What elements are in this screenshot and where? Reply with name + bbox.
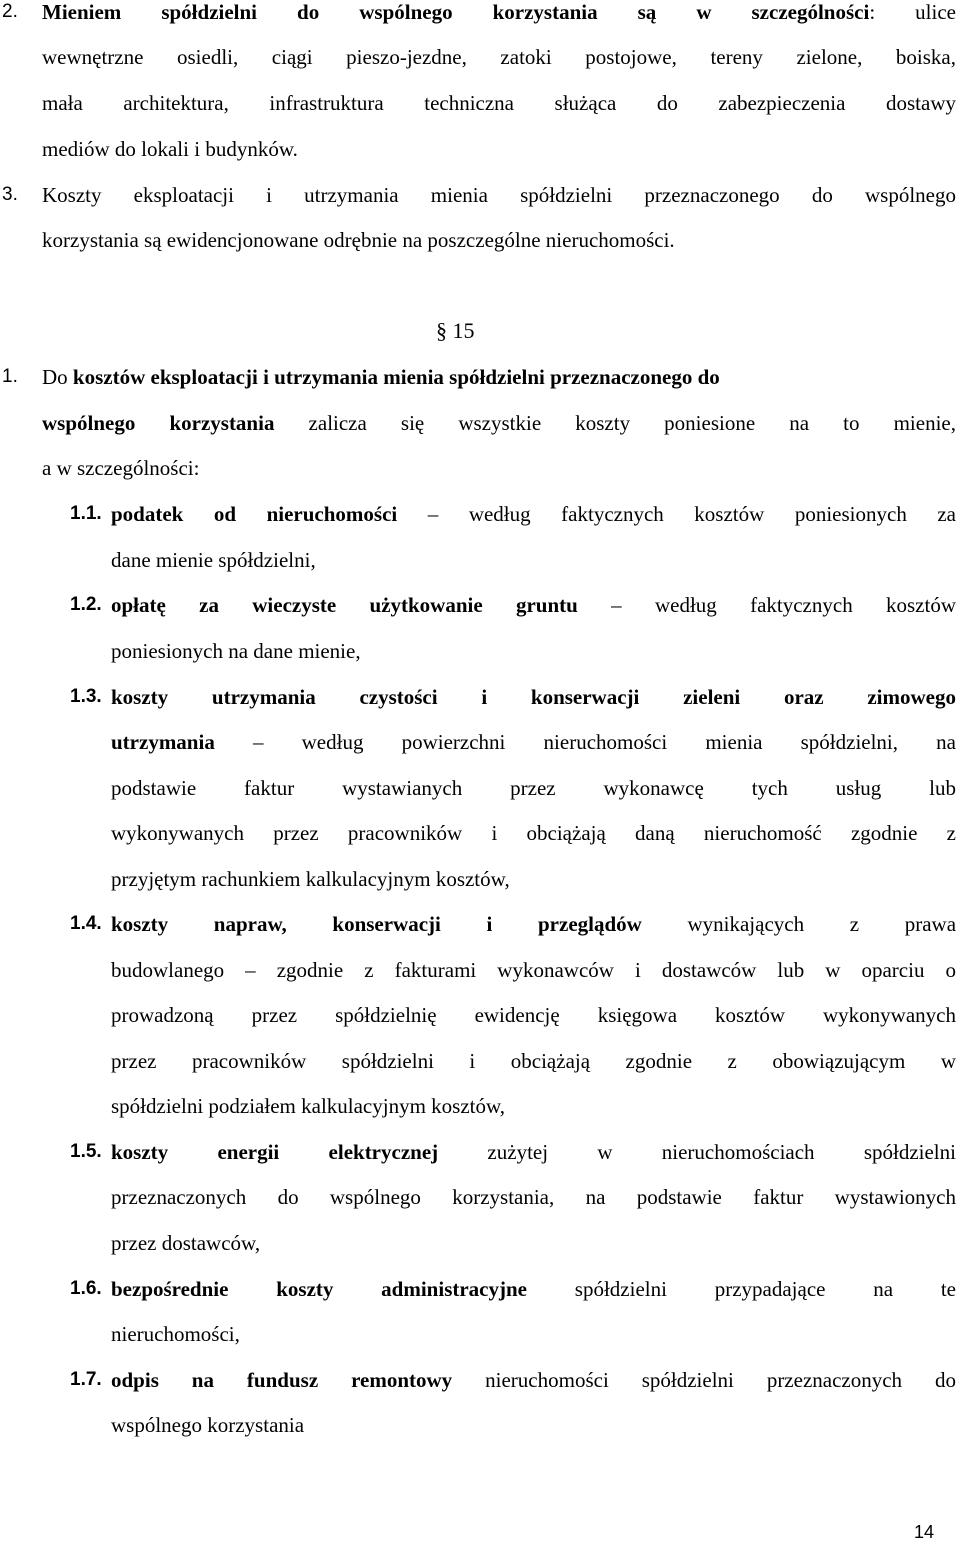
paragraph-line: spółdzielni podziałem kalkulacyjnym kosztów, [111, 1094, 506, 1118]
paragraph-line [111, 1140, 956, 1164]
paragraph-line: przez dostawców, [111, 1231, 261, 1255]
paragraph-line: korzystania są ewidencjonowane odrębnie na poszczególne nieruchomości. [42, 228, 675, 252]
text: : ulice [869, 0, 956, 24]
sublist-number: 1.6. [70, 1278, 102, 1299]
page-number: 14 [913, 1522, 934, 1542]
paragraph-line: dane mienie spółdzielni, [111, 548, 316, 572]
paragraph-line: mediów do lokali i budynków. [42, 137, 298, 161]
bold-phrase: opłatę za wieczyste użytkowanie gruntu [111, 593, 578, 617]
text: – według powierzchni nieruchomości mienia spółdzielni, na [252, 730, 956, 754]
text: zalicza się wszystkie koszty poniesione na to mienie, [308, 411, 956, 435]
sublist-number: 1.4. [70, 913, 102, 934]
paragraph-line: podstawie faktur wystawianych przez wykonawcę tych usług lub [111, 776, 956, 800]
sublist-number: 1.5. [70, 1141, 102, 1162]
paragraph-line [42, 365, 720, 389]
list-number: 3. [2, 184, 18, 205]
paragraph-line: przez pracowników spółdzielni i obciążają zgodnie z obowiązującym w [111, 1049, 956, 1073]
list-number: 1. [2, 366, 18, 387]
text: – według faktycznych kosztów [611, 593, 956, 617]
paragraph-line [111, 502, 956, 526]
bold-phrase: utrzymania [111, 730, 215, 754]
paragraph-line [111, 912, 956, 936]
paragraph-line: budowlanego – zgodnie z fakturami wykonawców i dostawców lub w oparciu o [111, 958, 956, 982]
paragraph-line: poniesionych na dane mienie, [111, 639, 361, 663]
bold-phrase: kosztów eksploatacji i utrzymania mienia spółdzielni przeznaczonego do [72, 365, 720, 389]
bold-phrase: koszty energii elektrycznej [111, 1140, 439, 1164]
paragraph-line: wewnętrzne osiedli, ciągi pieszo-jezdne, zatoki postojowe, tereny zielone, boiska, [42, 45, 956, 69]
paragraph-line [111, 1277, 956, 1301]
paragraph-line: przeznaczonych do wspólnego korzystania, na podstawie faktur wystawionych [111, 1185, 956, 1209]
sublist-number: 1.1. [70, 503, 102, 524]
text: zużytej w nieruchomościach spółdzielni [487, 1140, 956, 1164]
sublist-number: 1.3. [70, 686, 102, 707]
paragraph-line [111, 1368, 956, 1392]
paragraph-line: a w szczególności: [42, 456, 200, 480]
sublist-number: 1.7. [70, 1369, 102, 1390]
text: nieruchomości spółdzielni przeznaczonych do [485, 1368, 957, 1392]
paragraph-line [111, 730, 956, 754]
bold-phrase: bezpośrednie koszty administracyjne [111, 1277, 527, 1301]
paragraph-line: Koszty eksploatacji i utrzymania mienia spółdzielni przeznaczonego do wspólnego [42, 183, 956, 207]
paragraph-line: mała architektura, infrastruktura techniczna służąca do zabezpieczenia dostawy [42, 91, 956, 115]
paragraph-line [42, 411, 956, 435]
paragraph-line: przyjętym rachunkiem kalkulacyjnym kosztów, [111, 867, 510, 891]
bold-phrase: Mieniem spółdzielni do wspólnego korzystania są w szczególności [42, 0, 870, 24]
list-number: 2. [2, 1, 18, 22]
text: spółdzielni przypadające na te [574, 1277, 956, 1301]
text: – według faktycznych kosztów poniesionych za [427, 502, 956, 526]
paragraph-line: wykonywanych przez pracowników i obciążają daną nieruchomość zgodnie z [111, 821, 956, 845]
bold-phrase: koszty napraw, konserwacji i przeglądów [111, 912, 642, 936]
paragraph-line: koszty utrzymania czystości i konserwacji zieleni oraz zimowego [111, 685, 956, 709]
section-heading: § 15 [436, 318, 475, 343]
paragraph-line: prowadzoną przez spółdzielnię ewidencję księgowa kosztów wykonywanych [111, 1003, 956, 1027]
bold-phrase: wspólnego korzystania [42, 411, 275, 435]
bold-phrase: podatek od nieruchomości [111, 502, 398, 526]
text: wynikających z prawa [687, 912, 957, 936]
paragraph-line: wspólnego korzystania [111, 1413, 305, 1437]
bold-phrase: odpis na fundusz remontowy [111, 1368, 453, 1392]
sublist-number: 1.2. [70, 594, 102, 615]
paragraph-line [111, 593, 956, 617]
paragraph-line: nieruchomości, [111, 1322, 240, 1346]
paragraph-line [42, 0, 956, 24]
text: Do [42, 365, 68, 389]
